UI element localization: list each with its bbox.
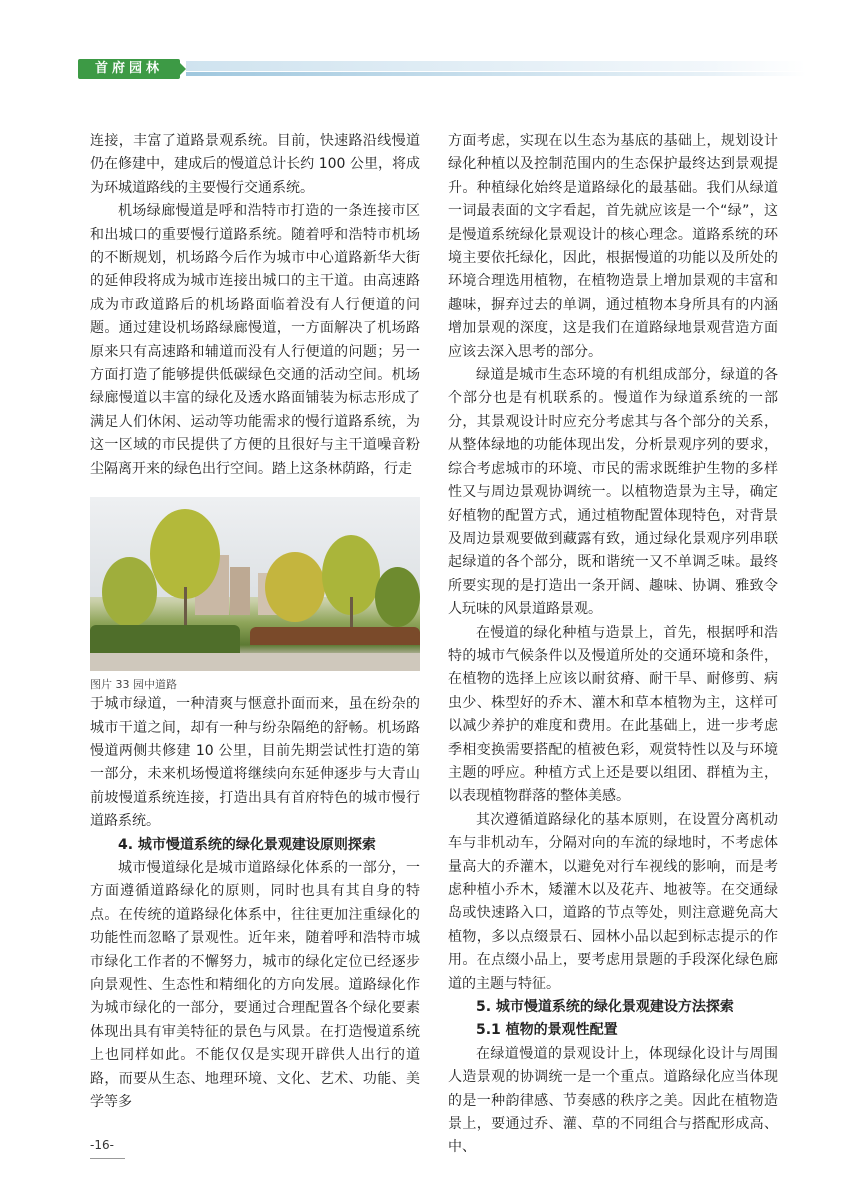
paragraph: 在慢道的绿化种植与造景上，首先，根据呼和浩特的城市气候条件以及慢道所处的交通环境和条件，在植物的选择上应该以耐贫瘠、耐干旱、耐修剪、病虫少、株型好的乔木、灌木和草本植物为主，这样可以减少养护的难度和费用。在此基础上，进一步考虑季相变换需要搭配的植被色彩，观赏特性以及与环境主题的呼应。种植方式上还是要以组团、群植为主，以表现植物群落的整体美感。 [448, 624, 778, 805]
paragraph: 连接，丰富了道路景观系统。目前，快速路沿线慢道仍在修建中，建成后的慢道总计长约 100 公里，将成为环城道路线的主要慢行交通系统。 [90, 133, 420, 196]
page-number: -16- [90, 1138, 114, 1152]
paragraph: 在绿道慢道的景观设计上，体现绿化设计与周围人造景观的协调统一是一个重点。道路绿化应当体现的是一种韵律感、节奏感的秩序之美。因此在植物造景上，要通过乔、灌、草的不同组合与搭配形成高、中、 [448, 1045, 778, 1156]
paragraph: 方面考虑，实现在以生态为基底的基础上，规划设计绿化种植以及控制范围内的生态保护最终达到景观提升。种植绿化始终是道路绿化的最基础。我们从绿道一词最表面的文字看起，首先就应该是一个“绿”，这是慢道系统绿化景观设计的核心理念。道路系统的环境主要依托绿化，因此，根据慢道的功能以及所处的环境合理选用植物，在植物造景上增加景观的丰富和趣味，摒弃过去的单调，通过植物本身所具有的内涵增加景观的深度，这是我们在道路绿地景观营造方面应该去深入思考的部分。 [448, 133, 778, 360]
figure-caption: 图片 33 园中道路 [90, 678, 177, 692]
photo-flowerbed [250, 627, 420, 645]
header-band [186, 61, 806, 71]
paragraph: 机场绿廊慢道是呼和浩特市打造的一条连接市区和出城口的重要慢行道路系统。随着呼和浩特市机场的不断规划，机场路今后作为城市中心道路新华大街的延伸段将成为城市连接出城口的主干道。由高速路成为市政道路后的机场路面临着没有人行便道的问题。通过建设机场路绿廊慢道，一方面解决了机场路原来只有高速路和辅道而没有人行便道的问题；另一方面打造了能够提供低碳绿色交通的活动空间。机场绿廊慢道以丰富的绿化及透水路面铺装为标志形成了满足人们休闲、运动等功能需求的慢行道路系统，为这一区域的市民提供了方便的且很好与主干道噪音粉尘隔离开来的绿色出行空间。踏上这条林荫路，行走 [90, 203, 420, 477]
paragraph: 绿道是城市生态环境的有机组成部分，绿道的各个部分也是有机联系的。慢道作为绿道系统的一部分，其景观设计时应充分考虑其与各个部分的关系，从整体绿地的功能体现出发，分析景观序列的要求，综合考虑城市的环境、市民的需求既维护生物的多样性又与周边景观协调统一。以植物造景为主导，确定好植物的配置方式，通过植物配置体现特色，对背景及周边景观要做到藏露有致，通过绿化景观序列串联起绿道的各个部分，既和谐统一又不单调乏味。最终所要实现的是打造出一条开阔、趣味、协调、雅致令人玩味的风景道路景观。 [448, 367, 778, 618]
section-heading: 4. 城市慢道系统的绿化景观建设原则探索 [118, 836, 376, 853]
photo-tree [265, 552, 325, 622]
paragraph: 于城市绿道，一种清爽与惬意扑面而来，虽在纷杂的城市干道之间，却有一种与纷杂隔绝的舒畅。机场路慢道两侧共修建 10 公里，目前先期尝试性打造的第一部分，未来机场慢道将继续向东延伸逐步与大青山前坡慢道系统连接，打造出具有首府特色的城市慢行道路系统。 [90, 696, 420, 830]
photo-path [90, 653, 420, 671]
right-column [448, 130, 778, 1160]
photo-garden-road [90, 497, 420, 671]
subsection-heading: 5.1 植物的景观性配置 [476, 1022, 618, 1039]
badge-arrow [176, 59, 186, 79]
paragraph: 城市慢道绿化是城市道路绿化体系的一部分，一方面遵循道路绿化的原则，同时也具有其自身的特点。在传统的道路绿化体系中，往往更加注重绿化的功能性而忽略了景观性。近年来，随着呼和浩特市城市绿化工作者的不懈努力，城市的绿化定位已经逐步向景观性、生态性和精细化的方向发展。道路绿化作为城市绿化的一部分，要通过合理配置各个绿化要素体现出具有审美特征的景色与风景。在打造慢道系统上也同样如此。不能仅仅是实现开辟供人出行的道路，而要从生态、地理环境、文化、艺术、功能、美学等多 [90, 859, 420, 1110]
header-band-lower [186, 72, 806, 76]
section-badge: 首府园林 [78, 59, 180, 79]
photo-tree [375, 567, 420, 627]
photo-tree [150, 509, 220, 599]
photo-tree [102, 557, 157, 627]
footer-rule [90, 1158, 125, 1159]
page-header [0, 52, 850, 86]
paragraph: 其次遵循道路绿化的基本原则，在设置分离机动车与非机动车，分隔对向的车流的绿地时，不考虑体量高大的乔灌木，以避免对行车视线的影响，而是考虑种植小乔木，矮灌木以及花卉、地被等。在交通绿岛或快速路入口，道路的节点等处，则注意避免高大植物，多以点缀景石、园林小品以起到标志提示的作用。在点缀小品上，要考虑用景题的手段深化绿色廊道的主题与特征。 [448, 811, 778, 992]
photo-building [230, 567, 250, 615]
photo-hedge [90, 625, 240, 655]
left-column [90, 130, 420, 1114]
section-heading: 5. 城市慢道系统的绿化景观建设方法探索 [476, 999, 734, 1016]
